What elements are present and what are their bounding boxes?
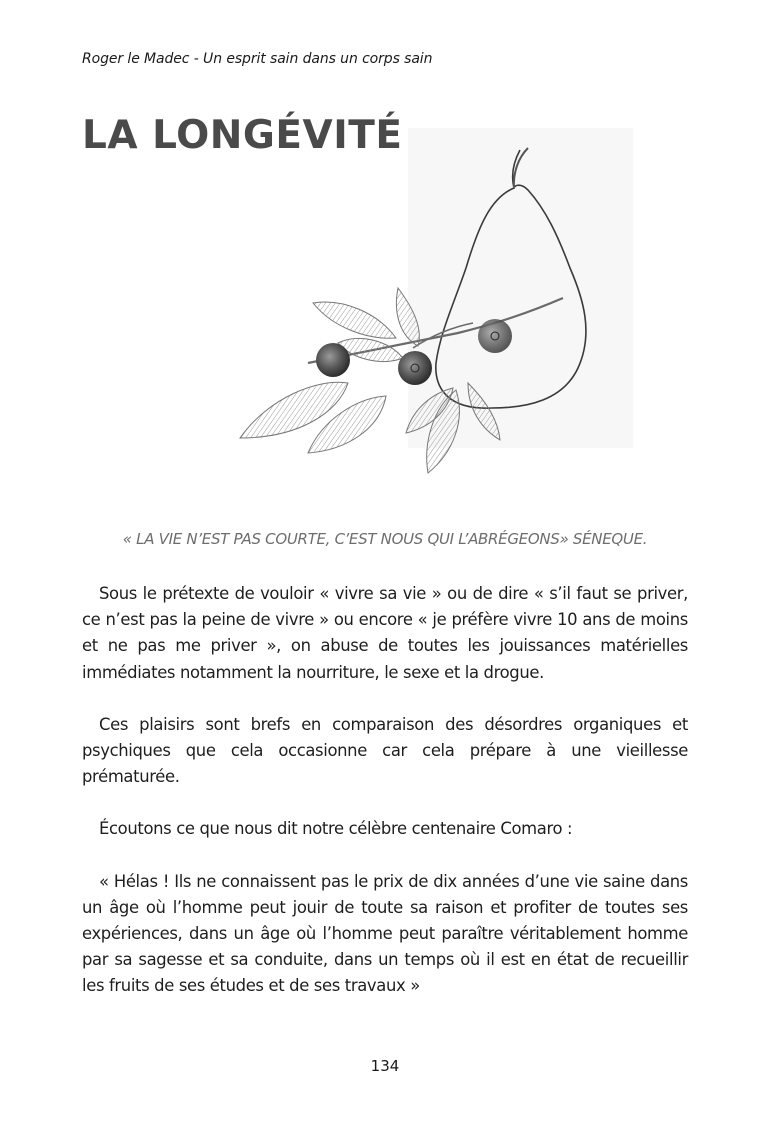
paragraph: Sous le prétexte de vouloir « vivre sa vie » ou de dire « s’il faut se priver, ce n’est pas la peine de vivre » ou encore « je préfère vivre 10 ans de moins et ne pas me priver », on abuse de toutes les jouissances matérielles immédiates notamment la nourriture, le sexe et la drogue. [82,584,688,682]
epigraph-quote: « LA VIE N’EST PAS COURTE, C’EST NOUS QUI L’ABRÉGEONS» SÉNEQUE. [122,530,648,548]
paragraph: Écoutons ce que nous dit notre célèbre centenaire Comaro : [99,819,573,839]
blueberry [478,319,512,353]
paragraph: « Hélas ! Ils ne connaissent pas le prix de dix années d’une vie saine dans un âge où l’homme peut jouir de toute sa raison et profiter de toutes ses expériences, dans un âge où l’homme peut paraître véritablement homme par sa sagesse et sa conduite, dans un temps où il est en état de recueillir les fruits de ses études et de ses travaux » [82,871,688,996]
blueberry [398,351,432,385]
chapter-title: LA LONGÉVITÉ [82,113,403,158]
blueberry [316,343,350,377]
page-number: 134 [370,1057,400,1075]
pear-and-blueberry-illustration [228,128,638,488]
running-header: Roger le Madec - Un esprit sain dans un corps sain [82,51,433,67]
paragraph: Ces plaisirs sont brefs en comparaison des désordres organiques et psychiques que cela occasionne car cela prépare à une vieillesse prématurée. [82,714,688,787]
body-text [82,581,688,1026]
